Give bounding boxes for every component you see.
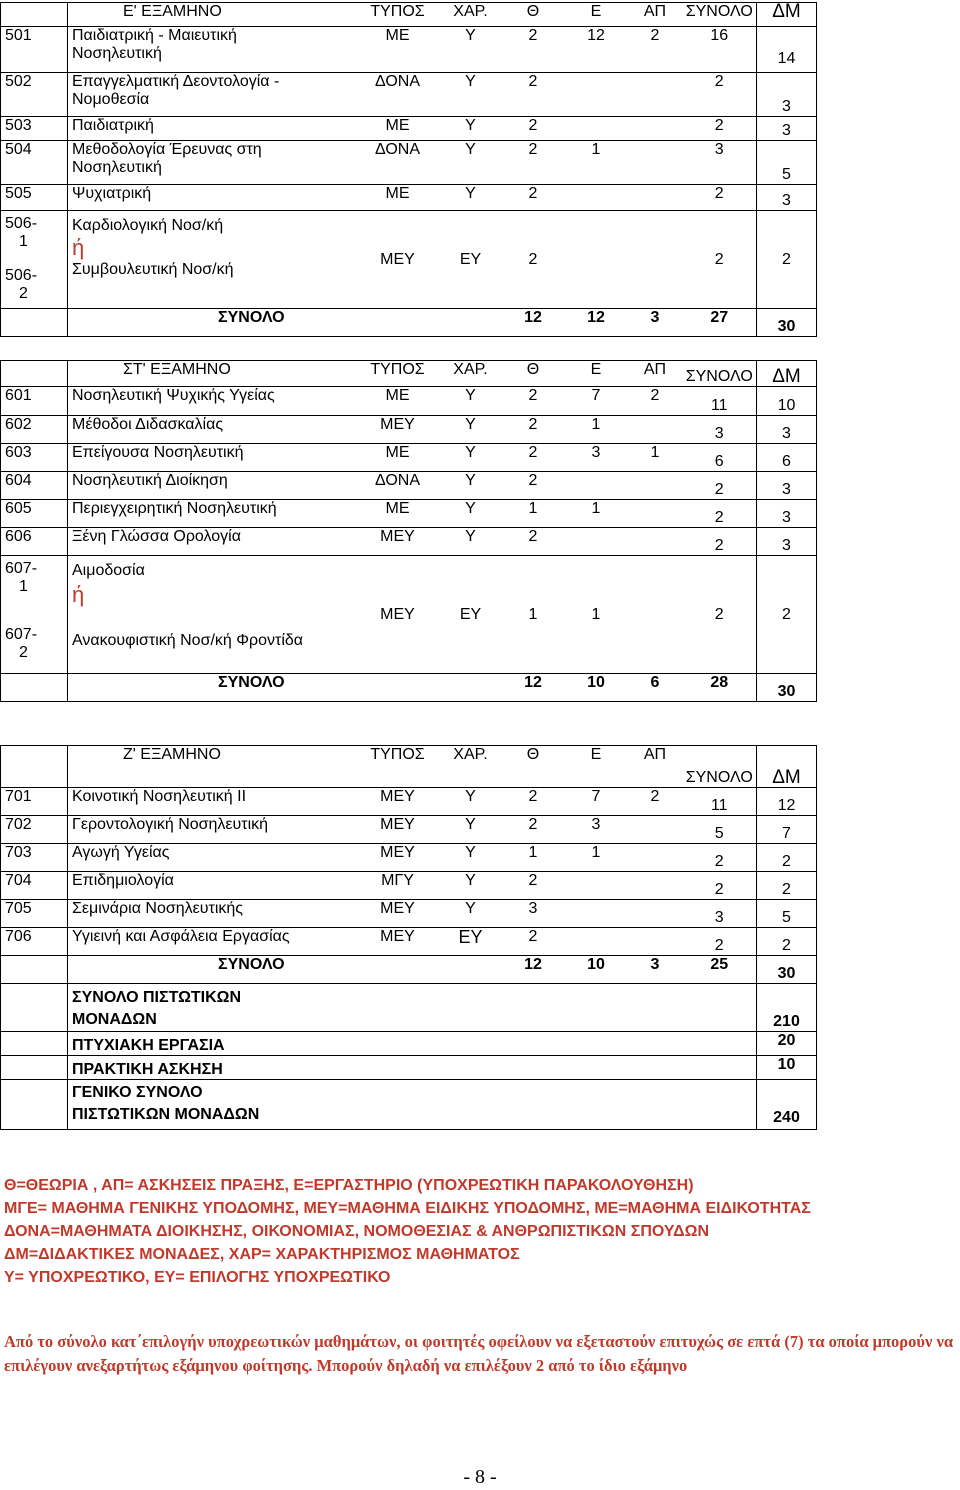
header-char: ΧΑΡ. [440, 361, 502, 387]
course-type: ΔΟΝΑ [356, 472, 440, 500]
electives-note: Από το σύνολο κατ΄επιλογήν υποχρεωτικών μαθημάτων, οι φοιτητές οφείλουν να εξεταστούν επιτυχώς σε επτά (7) τα οποία μπορούν να επιλέγουν ανεξαρτήτως εξάμηνου φοίτησης. Μπορούν δηλαδή να επιλέξουν 2 από το ίδιο εξάμηνο [4, 1332, 954, 1375]
semester-title: Ζ' ΕΞΑΜΗΝΟ [68, 746, 356, 788]
course-code: 603 [1, 444, 68, 472]
course-code: 502 [1, 73, 68, 117]
course-theory: 2 [502, 444, 565, 472]
course-name [68, 27, 356, 73]
header-lab: Ε [565, 3, 628, 27]
header-practice: ΑΠ [628, 746, 683, 788]
sum-dm: 30 [757, 956, 817, 984]
credits-total-label [68, 984, 356, 1032]
course-lab [565, 117, 628, 141]
header-type: ΤΥΠΟΣ [356, 361, 440, 387]
course-lab: 12 [565, 27, 628, 73]
course-lab [565, 73, 628, 117]
semester-7-header [1, 746, 817, 788]
grand-total-row [1, 1080, 817, 1130]
elective-row [1, 211, 817, 309]
header-code [1, 3, 68, 27]
course-name-line2: Νοσηλευτική [72, 159, 162, 176]
course-name: Γεροντολογική Νοσηλευτική [68, 816, 356, 844]
course-char: Υ [440, 844, 502, 872]
course-practice [628, 872, 683, 900]
course-dm: 3 [757, 117, 817, 141]
header-total: ΣΥΝΟΛΟ [683, 361, 757, 387]
course-theory: 1 [502, 844, 565, 872]
course-lab [565, 928, 628, 956]
elective-name-2: Συμβουλευτική Νοσ/κή [72, 261, 234, 278]
credits-total-label-line1: ΣΥΝΟΛΟ ΠΙΣΤΩΤΙΚΩΝ [72, 989, 242, 1006]
header-practice: ΑΠ [628, 3, 683, 27]
course-lab [565, 472, 628, 500]
course-dm: 3 [757, 185, 817, 211]
course-name: Ψυχιατρική [68, 185, 356, 211]
course-theory: 2 [502, 211, 565, 309]
course-total: 11 [683, 387, 757, 416]
course-total: 2 [683, 872, 757, 900]
table-row [1, 872, 817, 900]
course-total: 2 [683, 73, 757, 117]
elective-code-1a: 506- [5, 215, 38, 232]
sum-lab: 10 [565, 674, 628, 702]
elective-code-1b: 1 [19, 578, 28, 595]
course-code: 605 [1, 500, 68, 528]
legend-line: ΜΓΕ= ΜΑΘΗΜΑ ΓΕΝΙΚΗΣ ΥΠΟΔΟΜΗΣ, ΜΕΥ=ΜΑΘΗΜΑ ΕΙΔΙΚΗΣ ΥΠΟΔΟΜΗΣ, ΜΕ=ΜΑΘΗΜΑ ΕΙΔΙΚΟΤΗΤΑΣ [4, 1200, 811, 1217]
table-row [1, 500, 817, 528]
course-name: Επιδημιολογία [68, 872, 356, 900]
course-code: 702 [1, 816, 68, 844]
course-type: ΜΕΥ [356, 900, 440, 928]
header-type: ΤΥΠΟΣ [356, 3, 440, 27]
table-row [1, 528, 817, 556]
semester-title: Ε' ΕΞΑΜΗΝΟ [68, 3, 356, 27]
course-char: Υ [440, 472, 502, 500]
course-char: Υ [440, 117, 502, 141]
thesis-row [1, 1032, 817, 1056]
table-row [1, 472, 817, 500]
elective-code-1a: 607- [5, 560, 38, 577]
course-dm: 2 [757, 928, 817, 956]
course-dm: 7 [757, 816, 817, 844]
elective-names [68, 556, 356, 674]
sum-row [1, 309, 817, 337]
course-total: 2 [683, 844, 757, 872]
sum-lab: 12 [565, 309, 628, 337]
course-total: 2 [683, 528, 757, 556]
semester-7-table [0, 745, 817, 1130]
course-char: Υ [440, 500, 502, 528]
course-char: Υ [440, 141, 502, 185]
legend-line: Υ= ΥΠΟΧΡΕΩΤΙΚΟ, ΕΥ= ΕΠΙΛΟΓΗΣ ΥΠΟΧΡΕΩΤΙΚΟ [4, 1269, 391, 1286]
course-code: 505 [1, 185, 68, 211]
sum-total: 25 [683, 956, 757, 984]
elective-code-2a: 607- [5, 626, 38, 643]
course-lab: 3 [565, 816, 628, 844]
course-type: ΜΕΥ [356, 816, 440, 844]
course-char: Υ [440, 416, 502, 444]
table-row [1, 27, 817, 73]
course-total: 3 [683, 141, 757, 185]
course-theory: 2 [502, 528, 565, 556]
course-name: Παιδιατρική [68, 117, 356, 141]
header-total: ΣΥΝΟΛΟ [683, 3, 757, 27]
course-code: 706 [1, 928, 68, 956]
course-char: Υ [440, 872, 502, 900]
elective-name-1: Καρδιολογική Νοσ/κή [72, 217, 224, 234]
header-char: ΧΑΡ. [440, 746, 502, 788]
header-char: ΧΑΡ. [440, 3, 502, 27]
course-practice [628, 816, 683, 844]
course-theory: 2 [502, 387, 565, 416]
practice-value: 10 [757, 1056, 817, 1080]
course-total: 3 [683, 416, 757, 444]
course-practice [628, 528, 683, 556]
elective-code-2b: 2 [19, 285, 28, 302]
course-total: 3 [683, 900, 757, 928]
course-theory: 2 [502, 416, 565, 444]
course-practice [628, 500, 683, 528]
credits-total-row [1, 984, 817, 1032]
table-row [1, 844, 817, 872]
course-code: 703 [1, 844, 68, 872]
sum-row [1, 956, 817, 984]
credits-total-value: 210 [757, 984, 817, 1032]
course-dm: 6 [757, 444, 817, 472]
course-code: 602 [1, 416, 68, 444]
course-code: 604 [1, 472, 68, 500]
course-name [68, 73, 356, 117]
course-practice [628, 472, 683, 500]
thesis-value: 20 [757, 1032, 817, 1056]
table-row [1, 387, 817, 416]
course-name-line2: Νομοθεσία [72, 91, 150, 108]
table-row [1, 141, 817, 185]
course-lab: 7 [565, 788, 628, 816]
course-lab: 1 [565, 556, 628, 674]
elective-row [1, 556, 817, 674]
course-dm: 3 [757, 528, 817, 556]
page-number: - 8 - [463, 1466, 497, 1488]
course-lab: 1 [565, 416, 628, 444]
course-name: Περιεγχειρητική Νοσηλευτική [68, 500, 356, 528]
course-dm: 12 [757, 788, 817, 816]
course-char: Υ [440, 816, 502, 844]
course-theory: 3 [502, 900, 565, 928]
elective-code-2a: 506- [5, 267, 38, 284]
elective-name-1: Αιμοδοσία [72, 562, 145, 579]
course-theory: 2 [502, 872, 565, 900]
course-dm: 3 [757, 500, 817, 528]
course-dm: 10 [757, 387, 817, 416]
header-practice: ΑΠ [628, 361, 683, 387]
course-lab [565, 900, 628, 928]
course-type: ΔΟΝΑ [356, 141, 440, 185]
course-char: Υ [440, 444, 502, 472]
table-row [1, 900, 817, 928]
grand-total-label [68, 1080, 356, 1130]
course-dm: 2 [757, 556, 817, 674]
header-lab: Ε [565, 746, 628, 788]
table-row [1, 185, 817, 211]
course-type: ΜΕ [356, 444, 440, 472]
course-type: ΜΕΥ [356, 416, 440, 444]
course-dm: 3 [757, 416, 817, 444]
header-theory: Θ [502, 746, 565, 788]
course-name: Νοσηλευτική Ψυχικής Υγείας [68, 387, 356, 416]
grand-total-label-line1: ΓΕΝΙΚΟ ΣΥΝΟΛΟ [72, 1084, 203, 1101]
sum-theory: 12 [502, 674, 565, 702]
course-theory: 1 [502, 500, 565, 528]
sum-practice: 6 [628, 674, 683, 702]
course-name: Μέθοδοι Διδασκαλίας [68, 416, 356, 444]
course-theory: 2 [502, 27, 565, 73]
header-dm: ΔΜ [757, 3, 817, 27]
sum-theory: 12 [502, 309, 565, 337]
or-label: ή [72, 582, 85, 607]
course-char: Υ [440, 387, 502, 416]
sum-label: ΣΥΝΟΛΟ [68, 309, 356, 337]
course-lab [565, 872, 628, 900]
legend-line: ΔΟΝΑ=ΜΑΘΗΜΑΤΑ ΔΙΟΙΚΗΣΗΣ, ΟΙΚΟΝΟΜΙΑΣ, ΝΟΜΟΘΕΣΙΑΣ & ΑΝΘΡΩΠΙΣΤΙΚΩΝ ΣΠΟΥΔΩΝ [4, 1223, 709, 1240]
course-practice [628, 117, 683, 141]
course-lab [565, 211, 628, 309]
course-char: Υ [440, 788, 502, 816]
course-lab [565, 528, 628, 556]
course-practice [628, 211, 683, 309]
course-name: Υγιεινή και Ασφάλεια Εργασίας [68, 928, 356, 956]
course-name: Αγωγή Υγείας [68, 844, 356, 872]
sum-theory: 12 [502, 956, 565, 984]
elective-codes [1, 211, 68, 309]
course-code: 501 [1, 27, 68, 73]
course-char: Υ [440, 900, 502, 928]
elective-codes [1, 556, 68, 674]
credits-total-label-line2: ΜΟΝΑΔΩΝ [72, 1011, 157, 1028]
header-theory: Θ [502, 3, 565, 27]
header-total: ΣΥΝΟΛΟ [683, 746, 757, 788]
course-code: 503 [1, 117, 68, 141]
practice-row [1, 1056, 817, 1080]
course-dm: 2 [757, 211, 817, 309]
course-total: 2 [683, 117, 757, 141]
table-row [1, 73, 817, 117]
table-row [1, 816, 817, 844]
course-char: Υ [440, 185, 502, 211]
course-practice: 2 [628, 27, 683, 73]
table-row [1, 117, 817, 141]
course-type: ΔΟΝΑ [356, 73, 440, 117]
course-lab: 1 [565, 141, 628, 185]
course-total: 2 [683, 556, 757, 674]
course-total: 11 [683, 788, 757, 816]
course-dm: 2 [757, 844, 817, 872]
sum-dm: 30 [757, 309, 817, 337]
elective-code-2b: 2 [19, 644, 28, 661]
course-code: 504 [1, 141, 68, 185]
header-dm: ΔΜ [757, 361, 817, 387]
elective-name-2: Ανακουφιστική Νοσ/κή Φροντίδα [72, 632, 304, 649]
semester-5-header [1, 3, 817, 27]
course-practice: 2 [628, 788, 683, 816]
course-char: Υ [440, 27, 502, 73]
course-name [68, 141, 356, 185]
course-practice [628, 141, 683, 185]
course-practice: 1 [628, 444, 683, 472]
course-char: ΕΥ [440, 556, 502, 674]
course-total: 16 [683, 27, 757, 73]
sum-practice: 3 [628, 309, 683, 337]
course-total: 2 [683, 185, 757, 211]
table-row [1, 444, 817, 472]
sum-lab: 10 [565, 956, 628, 984]
course-dm: 5 [757, 900, 817, 928]
table-row [1, 928, 817, 956]
course-type: ΜΕ [356, 117, 440, 141]
course-code: 601 [1, 387, 68, 416]
semester-title: ΣΤ' ΕΞΑΜΗΝΟ [68, 361, 356, 387]
course-type: ΜΕΥ [356, 211, 440, 309]
course-type: ΜΕΥ [356, 556, 440, 674]
course-practice [628, 73, 683, 117]
grand-total-label-line2: ΠΙΣΤΩΤΙΚΩΝ ΜΟΝΑΔΩΝ [72, 1106, 260, 1123]
header-theory: Θ [502, 361, 565, 387]
course-total: 2 [683, 500, 757, 528]
course-lab: 7 [565, 387, 628, 416]
thesis-label: ΠΤΥΧΙΑΚΗ ΕΡΓΑΣΙΑ [68, 1032, 356, 1056]
course-theory: 2 [502, 141, 565, 185]
header-dm: ΔΜ [757, 746, 817, 788]
legend-line: ΔΜ=ΔΙΔΑΚΤΙΚΕΣ ΜΟΝΑΔΕΣ, ΧΑΡ= ΧΑΡΑΚΤΗΡΙΣΜΟΣ ΜΑΘΗΜΑΤΟΣ [4, 1246, 520, 1263]
course-total: 2 [683, 211, 757, 309]
course-dm: 3 [757, 472, 817, 500]
semester-5-table [0, 2, 817, 337]
course-name: Σεμινάρια Νοσηλευτικής [68, 900, 356, 928]
course-name: Ξένη Γλώσσα Ορολογία [68, 528, 356, 556]
course-code: 705 [1, 900, 68, 928]
course-theory: 2 [502, 185, 565, 211]
course-theory: 2 [502, 73, 565, 117]
course-code: 606 [1, 528, 68, 556]
course-name-line1: Επαγγελματική Δεοντολογία - [72, 73, 280, 90]
sum-total: 28 [683, 674, 757, 702]
semester-6-table [0, 360, 817, 702]
table-row [1, 416, 817, 444]
course-lab: 3 [565, 444, 628, 472]
course-practice [628, 556, 683, 674]
course-type: ΜΕΥ [356, 928, 440, 956]
elective-names [68, 211, 356, 309]
sum-practice: 3 [628, 956, 683, 984]
header-type: ΤΥΠΟΣ [356, 746, 440, 788]
table-row [1, 788, 817, 816]
sum-dm: 30 [757, 674, 817, 702]
sum-row [1, 674, 817, 702]
course-dm: 14 [757, 27, 817, 73]
course-type: ΜΕ [356, 185, 440, 211]
sum-label: ΣΥΝΟΛΟ [68, 674, 356, 702]
course-practice [628, 416, 683, 444]
course-total: 5 [683, 816, 757, 844]
elective-code-1b: 1 [19, 233, 28, 250]
course-practice [628, 928, 683, 956]
semester-6-header [1, 361, 817, 387]
course-lab: 1 [565, 500, 628, 528]
course-code: 701 [1, 788, 68, 816]
course-theory: 2 [502, 788, 565, 816]
course-theory: 2 [502, 816, 565, 844]
course-theory: 2 [502, 117, 565, 141]
course-name: Νοσηλευτική Διοίκηση [68, 472, 356, 500]
course-name-line1: Παιδιατρική - Μαιευτική [72, 27, 237, 44]
course-dm: 5 [757, 141, 817, 185]
course-practice [628, 900, 683, 928]
course-name-line2: Νοσηλευτική [72, 45, 162, 62]
course-total: 2 [683, 472, 757, 500]
course-name: Κοινοτική Νοσηλευτική ΙΙ [68, 788, 356, 816]
course-name: Επείγουσα Νοσηλευτική [68, 444, 356, 472]
course-practice [628, 185, 683, 211]
course-type: ΜΕΥ [356, 844, 440, 872]
course-type: ΜΕ [356, 27, 440, 73]
course-practice [628, 844, 683, 872]
course-type: ΜΕΥ [356, 528, 440, 556]
course-char: ΕΥ [440, 928, 502, 956]
course-total: 6 [683, 444, 757, 472]
course-lab [565, 185, 628, 211]
course-theory: 2 [502, 472, 565, 500]
sum-total: 27 [683, 309, 757, 337]
legend-line: Θ=ΘΕΩΡΙΑ , ΑΠ= ΑΣΚΗΣΕΙΣ ΠΡΑΞΗΣ, Ε=ΕΡΓΑΣΤΗΡΙΟ (ΥΠΟΧΡΕΩΤΙΚΗ ΠΑΡΑΚΟΛΟΥΘΗΣΗ) [4, 1177, 694, 1194]
course-type: ΜΓΥ [356, 872, 440, 900]
course-dm: 2 [757, 872, 817, 900]
sum-label: ΣΥΝΟΛΟ [68, 956, 356, 984]
course-type: ΜΕΥ [356, 788, 440, 816]
course-total: 2 [683, 928, 757, 956]
course-char: Υ [440, 528, 502, 556]
header-lab: Ε [565, 361, 628, 387]
course-code: 704 [1, 872, 68, 900]
course-char: Υ [440, 73, 502, 117]
practice-label: ΠΡΑΚΤΙΚΗ ΑΣΚΗΣΗ [68, 1056, 356, 1080]
course-lab: 1 [565, 844, 628, 872]
abbreviations-legend [4, 1174, 954, 1289]
course-practice: 2 [628, 387, 683, 416]
grand-total-value: 240 [757, 1080, 817, 1130]
course-name-line1: Μεθοδολογία Έρευνας στη [72, 141, 262, 158]
course-dm: 3 [757, 73, 817, 117]
course-type: ΜΕ [356, 387, 440, 416]
course-char: ΕΥ [440, 211, 502, 309]
course-theory: 1 [502, 556, 565, 674]
course-type: ΜΕ [356, 500, 440, 528]
or-label: ή [72, 235, 85, 260]
course-theory: 2 [502, 928, 565, 956]
